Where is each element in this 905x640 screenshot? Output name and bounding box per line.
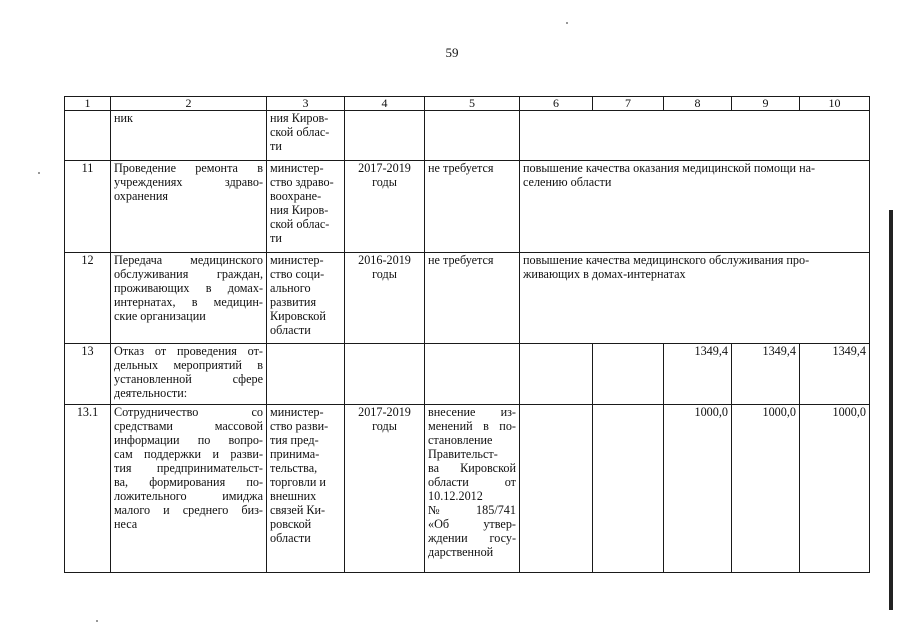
amount-col8-cell: 1349,4 (664, 344, 732, 405)
cell-line: обслуживания граждан, (114, 267, 263, 281)
cell-line: ти (270, 231, 282, 245)
cell-line: внешних (270, 489, 317, 503)
column-number-8: 8 (664, 97, 732, 111)
cell-line: неса (114, 517, 138, 531)
cell-line: тия пред- (270, 433, 319, 447)
cell-line: Сотрудничество со (114, 405, 263, 419)
column-number-3: 3 (267, 97, 345, 111)
amount-col9-cell: 1000,0 (732, 405, 800, 573)
cell-line: повышение качества медицинского обслуживания про- (523, 253, 810, 267)
cell-line: развития (270, 295, 317, 309)
cell-line: живающих в домах-интернатах (523, 267, 686, 281)
cell-line: Проведение ремонта в (114, 161, 263, 175)
cell-line: 2017-2019 (358, 405, 411, 419)
cell-line: дарственной (428, 545, 494, 559)
measure-name-cell (111, 344, 267, 405)
column-number-6: 6 (520, 97, 593, 111)
cell-line: повышение качества оказания медицинской помощи на- (523, 161, 816, 175)
amount-col8-cell: 1000,0 (664, 405, 732, 573)
cell-line: ской облас- (270, 217, 330, 231)
cell-line: области (270, 531, 311, 545)
cell-line: 2016-2019 (358, 253, 411, 267)
responsible-cell (267, 405, 345, 573)
cell-line: менений в по- (428, 419, 516, 433)
cell-line: ложительного имиджа (114, 489, 263, 503)
cell-line: учреждениях здраво- (114, 175, 263, 189)
cell-line: информации по вопро- (114, 433, 263, 447)
cell-line: Отказ от проведения от- (114, 344, 263, 358)
column-number-1: 1 (65, 97, 111, 111)
cell-line: деятельности: (114, 386, 188, 400)
scan-speck (566, 22, 568, 24)
scan-speck (38, 172, 40, 174)
column-number-2: 2 (111, 97, 267, 111)
measure-name-cell (111, 405, 267, 573)
column-number-5: 5 (425, 97, 520, 111)
responsible-cell (267, 253, 345, 344)
cell-line: годы (372, 419, 397, 433)
amount-col7-cell (593, 405, 664, 573)
cell-line: средствами массовой (114, 419, 263, 433)
expected-result-cell (520, 111, 870, 161)
legal-act-cell (425, 344, 520, 405)
cell-line: 10.12.2012 (428, 489, 483, 503)
cell-line: министер- (270, 405, 324, 419)
cell-line: области от (428, 475, 516, 489)
cell-line: министер- (270, 253, 324, 267)
cell-line: интернатах, в медицин- (114, 295, 263, 309)
cell-line: «Об утвер- (428, 517, 516, 531)
cell-line: связей Ки- (270, 503, 326, 517)
cell-line: принима- (270, 447, 320, 461)
cell-line: дельных мероприятий в (114, 358, 263, 372)
amount-col9-cell: 1349,4 (732, 344, 800, 405)
amount-col10-cell: 1349,4 (800, 344, 870, 405)
cell-line: ального (270, 281, 311, 295)
cell-line: ровской (270, 517, 312, 531)
cell-line: ской облас- (270, 125, 330, 139)
legal-act-cell (425, 161, 520, 253)
cell-line: ва Кировской (428, 461, 516, 475)
row-number-cell: 13.1 (65, 405, 111, 573)
cell-line: становление (428, 433, 493, 447)
responsible-cell (267, 161, 345, 253)
cell-line: годы (372, 175, 397, 189)
measure-name-cell (111, 253, 267, 344)
amount-col6-cell (520, 344, 593, 405)
measure-name-cell (111, 111, 267, 161)
cell-line: ти (270, 139, 282, 153)
cell-line: Передача медицинского (114, 253, 263, 267)
cell-line: области (270, 323, 311, 337)
cell-line: не требуется (428, 253, 494, 267)
amount-col7-cell (593, 344, 664, 405)
period-cell (345, 253, 425, 344)
cell-line: не требуется (428, 161, 494, 175)
table-row (65, 111, 870, 161)
cell-line: ские организации (114, 309, 206, 323)
table-row (65, 161, 870, 253)
period-cell (345, 405, 425, 573)
column-number-7: 7 (593, 97, 664, 111)
table-row (65, 405, 870, 573)
responsible-cell (267, 111, 345, 161)
scan-edge-mark (889, 210, 893, 610)
cell-line: проживающих в домах- (114, 281, 263, 295)
column-number-10: 10 (800, 97, 870, 111)
legal-act-cell (425, 111, 520, 161)
cell-line: ния Киров- (270, 203, 329, 217)
cell-line: ник (114, 111, 133, 125)
cell-line: ния Киров- (270, 111, 329, 125)
amount-col6-cell (520, 405, 593, 573)
column-number-9: 9 (732, 97, 800, 111)
period-cell (345, 344, 425, 405)
cell-line: внесение из- (428, 405, 516, 419)
cell-line: сам поддержки и разви- (114, 447, 263, 461)
cell-line: торговли и (270, 475, 326, 489)
cell-line: ство соци- (270, 267, 325, 281)
row-number-cell (65, 111, 111, 161)
page-number: 59 (445, 45, 459, 60)
amount-col10-cell: 1000,0 (800, 405, 870, 573)
expected-result-cell (520, 161, 870, 253)
cell-line: воохране- (270, 189, 322, 203)
cell-line: годы (372, 267, 397, 281)
period-cell (345, 161, 425, 253)
expected-result-cell (520, 253, 870, 344)
row-number-cell: 11 (65, 161, 111, 253)
row-number-cell: 12 (65, 253, 111, 344)
table-header-row (65, 97, 870, 111)
scan-speck (96, 620, 98, 622)
cell-line: ство разви- (270, 419, 329, 433)
table-row (65, 253, 870, 344)
cell-line: Правительст- (428, 447, 498, 461)
cell-line: Кировской (270, 309, 326, 323)
program-table (64, 96, 870, 573)
cell-line: ство здраво- (270, 175, 334, 189)
cell-line: ва, формирования по- (114, 475, 263, 489)
column-number-4: 4 (345, 97, 425, 111)
legal-act-cell (425, 405, 520, 573)
cell-line: охранения (114, 189, 168, 203)
cell-line: ждении госу- (428, 531, 516, 545)
table-row (65, 344, 870, 405)
cell-line: тия предпринимательст- (114, 461, 263, 475)
cell-line: тельства, (270, 461, 318, 475)
cell-line: малого и среднего биз- (114, 503, 263, 517)
cell-line: установленной сфере (114, 372, 263, 386)
cell-line: министер- (270, 161, 324, 175)
period-cell (345, 111, 425, 161)
cell-line: селению области (523, 175, 612, 189)
responsible-cell (267, 344, 345, 405)
cell-line: 2017-2019 (358, 161, 411, 175)
cell-line: № 185/741 (428, 503, 516, 517)
measure-name-cell (111, 161, 267, 253)
legal-act-cell (425, 253, 520, 344)
row-number-cell: 13 (65, 344, 111, 405)
